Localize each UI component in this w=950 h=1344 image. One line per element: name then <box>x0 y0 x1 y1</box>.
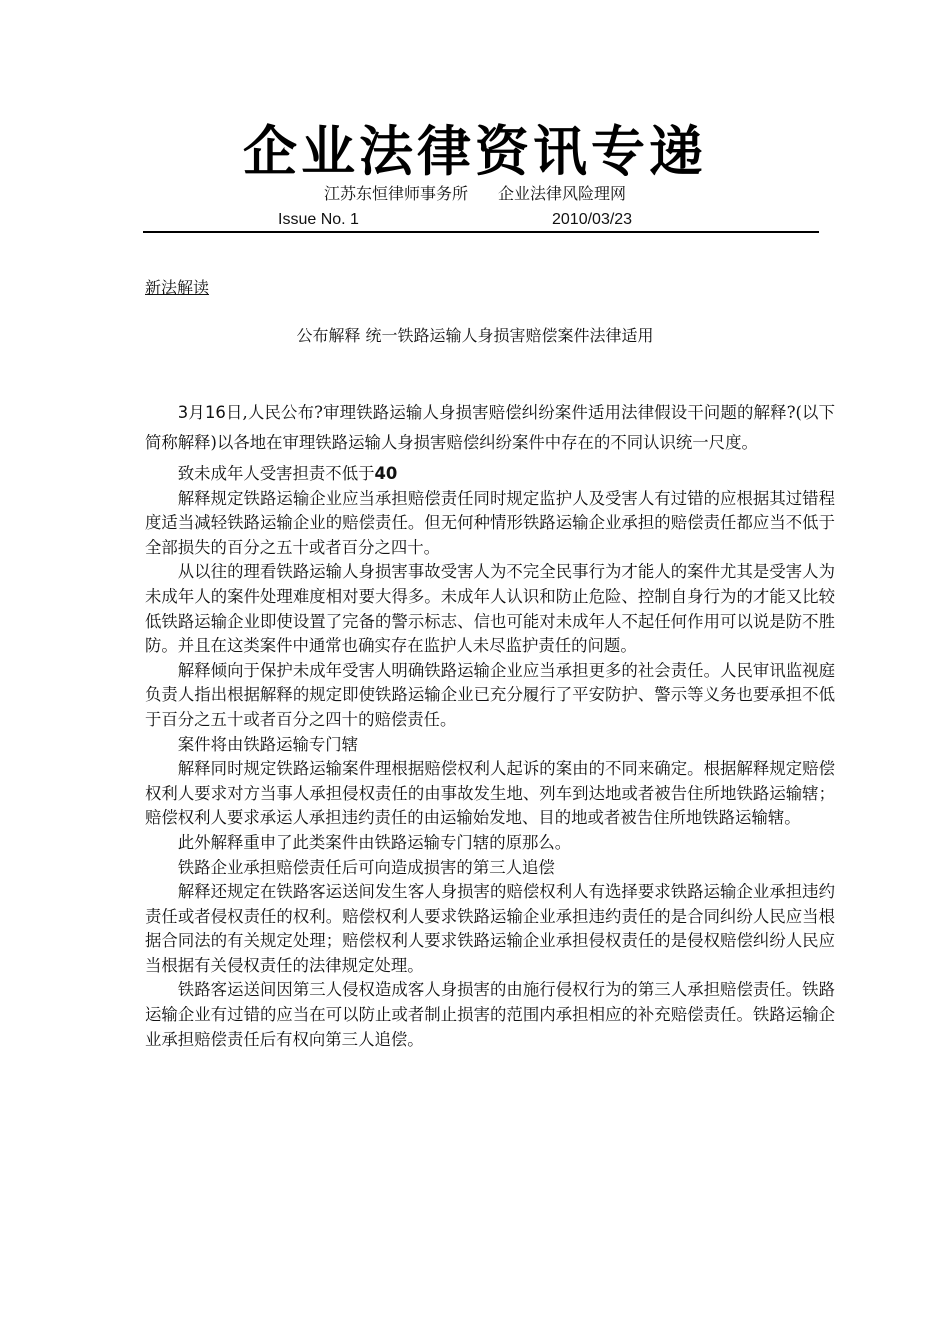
section-label: 新法解读 <box>145 278 210 297</box>
publisher-website: 企业法律风险理网 <box>498 184 627 203</box>
paragraph: 解释规定铁路运输企业应当承担赔偿责任同时规定监护人及受害人有过错的应根据其过错程度适当减轻铁路运输企业的赔偿责任。但无何种情形铁路运输企业承担的赔偿责任都应当不低于全部损失的百分之五十或者百分之四十。 <box>145 488 835 557</box>
subheading-minors-text: 致未成年人受害担责不低于 <box>177 464 375 483</box>
paragraph: 从以往的理看铁路运输人身损害事故受害人为不完全民事行为才能人的案件尤其是受害人为未成年人的案件处理难度相对要大得多。未成年人认识和防止危险、控制自身行为的才能又比较低铁路运输企业即使设置了完备的警示标志、信也可能对未成年人不起任何作用可以说是防不胜防。并且在这类案件中通常也确实存在监护人未尽监护责任的问题。 <box>145 562 835 656</box>
article-headline: 公布解释 统一铁路运输人身损害赔偿案件法律适用 <box>296 326 654 345</box>
lead-day: 16 <box>204 403 226 422</box>
masthead-divider <box>143 231 819 233</box>
issue-date: 2010/03/23 <box>552 211 633 228</box>
subheading-jurisdiction: 案件将由铁路运输专门辖 <box>177 734 359 754</box>
subheading-third-party: 铁路企业承担赔偿责任后可向造成损害的第三人追偿 <box>177 857 555 877</box>
publisher-line <box>0 184 950 204</box>
subheading-minors <box>145 462 835 487</box>
paragraph: 解释倾向于保护未成年受害人明确铁路运输企业应当承担更多的社会责任。人民审讯监视庭负责人指出根据解释的规定即使铁路运输企业已充分履行了平安防护、警示等义务也要承担不低于百分之五十或者百分之四十的赔偿责任。 <box>145 660 835 729</box>
paragraph: 解释还规定在铁路客运送间发生客人身损害的赔偿权利人有选择要求铁路运输企业承担违约责任或者侵权责任的权利。赔偿权利人要求铁路运输企业承担违约责任的是合同纠纷人民应当根据合同法的有关规定处理；赔偿权利人要求铁路运输企业承担侵权责任的是侵权赔偿纠纷人民应当根据有关侵权责任的法律规定处理。 <box>145 882 835 975</box>
article-body <box>145 398 835 1052</box>
newsletter-title: 企业法律资讯专递 <box>243 119 707 183</box>
publisher-law-firm: 江苏东恒律师事务所 <box>323 184 468 203</box>
lead-month: 3 <box>177 403 189 422</box>
subheading-minors-number: 40 <box>374 464 398 483</box>
paragraph: 解释同时规定铁路运输案件理根据赔偿权利人起诉的案由的不同来确定。根据解释规定赔偿权利人要求对方当事人承担侵权责任的由事故发生地、列车到达地或者被告住所地铁路运输辖；赔偿权利人要求承运人承担违约责任的由运输始发地、目的地或者被告住所地铁路运输辖。 <box>145 759 835 828</box>
paragraph: 此外解释重申了此类案件由铁路运输专门辖的原那么。 <box>177 832 572 852</box>
lead-text: 日,人民公布?审理铁路运输人身损害赔偿纠纷案件适用法律假设干问题的解释?(以下简称解释)以各地在审理铁路运输人身损害赔偿纠纷案件中存在的不同认识统一尺度。 <box>145 403 836 452</box>
paragraph: 铁路客运送间因第三人侵权造成客人身损害的由施行侵权行为的第三人承担赔偿责任。铁路运输企业有过错的应当在可以防止或者制止损害的范围内承担相应的补充赔偿责任。铁路运输企业承担赔偿责任后有权向第三人追偿。 <box>145 980 835 1049</box>
issue-number: Issue No. 1 <box>278 211 359 228</box>
lead-paragraph <box>145 398 835 458</box>
lead-month-unit: 月 <box>188 403 205 422</box>
